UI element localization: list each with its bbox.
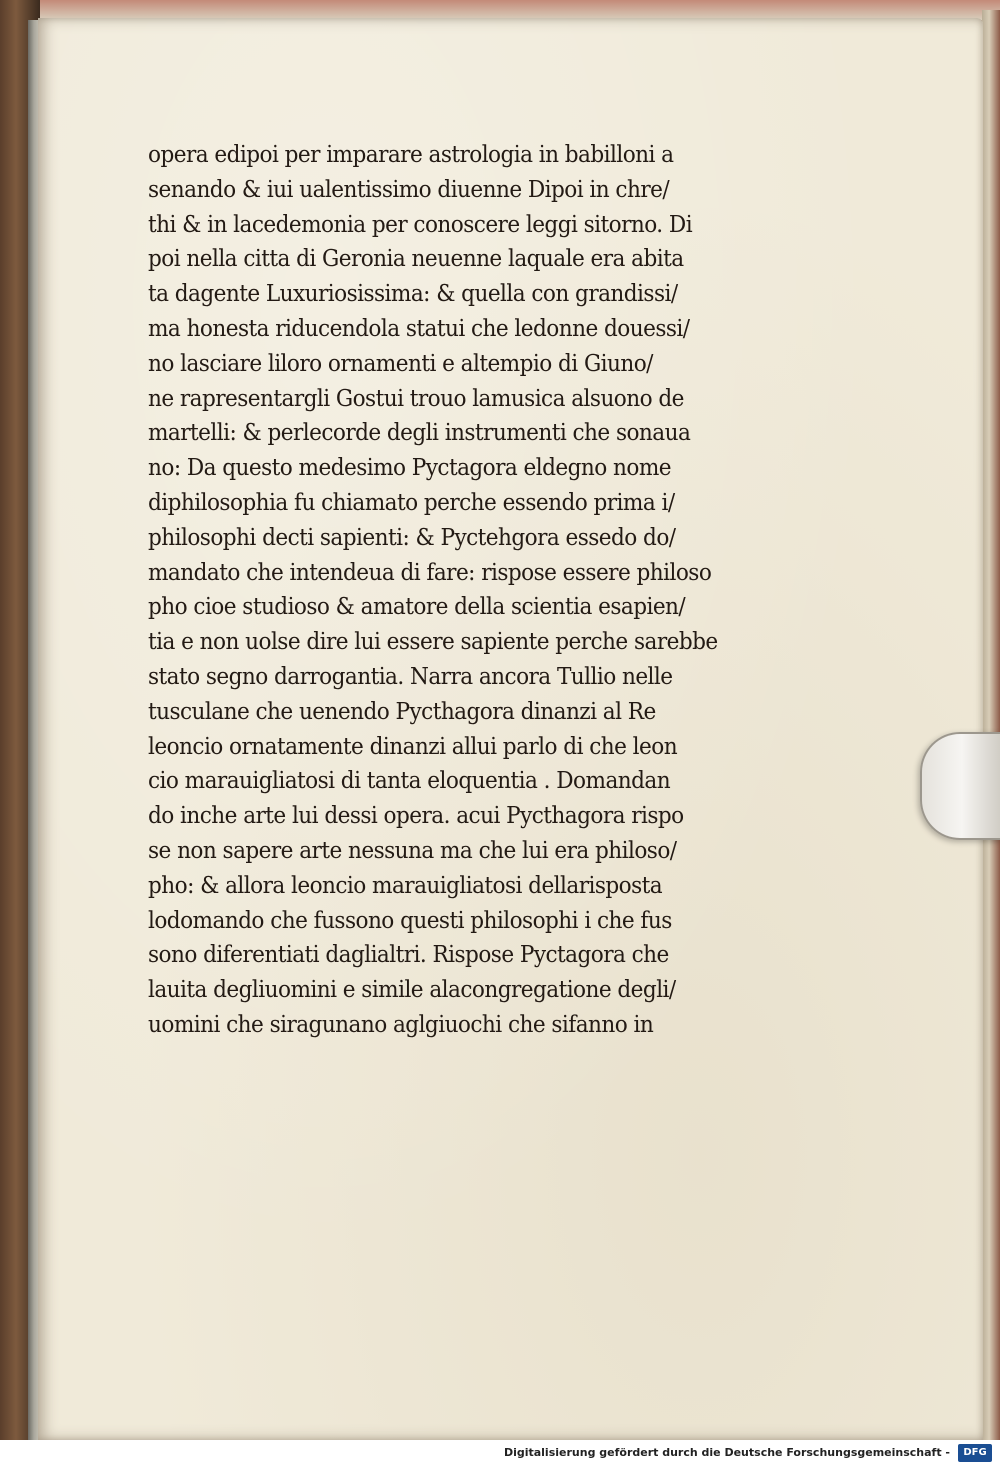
- text-line: senando & iui ualentissimo diuenne Dipoi in chre/: [148, 176, 670, 203]
- text-line: mandato che intendeua di fare: rispose essere philoso: [148, 559, 712, 586]
- text-line: pho cioe studioso & amatore della scientia esapien/: [148, 594, 686, 621]
- text-line: diphilosophia fu chiamato perche essendo prima i/: [148, 489, 675, 516]
- text-line: no: Da questo medesimo Pyctagora eldegno nome: [148, 455, 672, 482]
- text-line: se non sapere arte nessuna ma che lui era philoso/: [148, 837, 677, 864]
- text-line: martelli: & perlecorde degli instrumenti che sonaua: [148, 420, 691, 447]
- text-line: uomini che siragunano aglgiuochi che sifanno in: [148, 1011, 654, 1038]
- page-text-block: [148, 138, 808, 1043]
- text-line: ma honesta riducendola statui che ledonne douessi/: [148, 315, 690, 342]
- text-line: stato segno darrogantia. Narra ancora Tullio nelle: [148, 663, 673, 690]
- text-line: pho: & allora leoncio marauigliatosi dellarisposta: [148, 872, 663, 899]
- funding-credit: Digitalisierung gefördert durch die Deutsche Forschungsgemeinschaft -: [503, 1446, 950, 1459]
- text-line: ta dagente Luxuriosissima: & quella con grandissi/: [148, 281, 678, 308]
- text-line: no lasciare liloro ornamenti e altempio di Giuno/: [148, 350, 653, 377]
- page-edge-right: [982, 10, 1000, 1440]
- dfg-logo-icon: DFG: [958, 1444, 992, 1462]
- text-line: lodomando che fussono questi philosophi i che fus: [148, 907, 672, 934]
- text-line: philosophi decti sapienti: & Pyctehgora essedo do/: [148, 524, 676, 551]
- text-line: tia e non uolse dire lui essere sapiente perche sarebbe: [148, 629, 718, 656]
- text-line: opera edipoi per imparare astrologia in babilloni a: [148, 142, 674, 168]
- bookmark-clip: [920, 732, 1000, 840]
- text-line: leoncio ornatamente dinanzi allui parlo di che leon: [148, 733, 678, 760]
- text-line: lauita degliuomini e simile alacongregatione degli/: [148, 977, 676, 1004]
- text-line: thi & in lacedemonia per conoscere leggi sitorno. Di: [148, 211, 693, 238]
- text-line: sono diferentiati daglialtri. Rispose Pyctagora che: [148, 942, 669, 969]
- text-line: cio marauigliatosi di tanta eloquentia . Domandan: [148, 768, 671, 795]
- text-line: do inche arte lui dessi opera. acui Pycthagora rispo: [148, 803, 684, 830]
- text-line: ne rapresentargli Gostui trouo lamusica alsuono de: [148, 385, 684, 412]
- page-top-edge: [40, 0, 1000, 20]
- text-line: poi nella citta di Geronia neuenne laquale era abita: [148, 246, 684, 273]
- text-line: tusculane che uenendo Pycthagora dinanzi al Re: [148, 698, 656, 725]
